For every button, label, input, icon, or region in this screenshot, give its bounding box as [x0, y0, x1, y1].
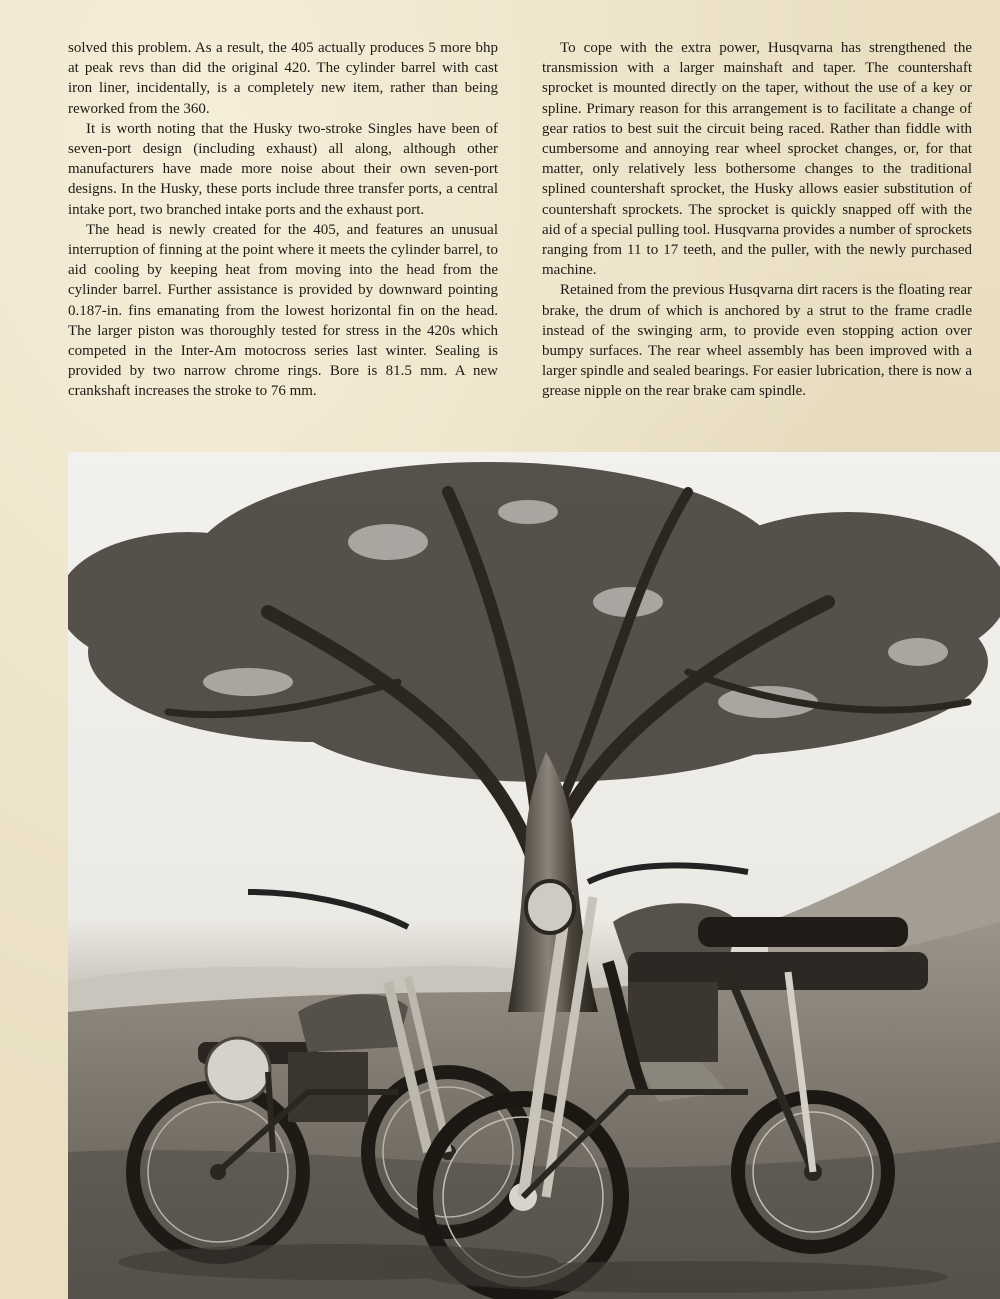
motorcycles-under-tree-photo-icon — [68, 452, 1000, 1299]
motorcycles-photo — [68, 452, 1000, 1299]
paragraph: It is worth noting that the Husky two-stroke Singles have been of seven-port design (including exhaust) all along, although other manufacturers have made more noise about their own seven-port designs. In the Husky, these ports include three transfer ports, a central intake port, two branched intake ports and the exhaust port. — [68, 120, 498, 218]
paragraph: To cope with the extra power, Husqvarna has strengthened the transmission with a larger mainshaft and taper. The countershaft sprocket is mounted directly on the taper, without the use of a key or spline. Primary reason for this arrangement is to facilitate a change of gear ratios to best suit the circuit being raced. Rather than fiddle with cumbersome and annoying rear wheel sprocket changes, or, for that matter, only relatively less bothersome changes to the traditional splined countershaft sprocket, the Husky allows easier substitution of countershaft sprockets. The sprocket is quickly snapped off with the aid of a special pulling tool. Husqvarna provides a number of sprockets ranging from 11 to 17 teeth, and the puller, with the newly purchased machine. — [542, 40, 972, 279]
paragraph: solved this problem. As a result, the 405 actually produces 5 more bhp at peak revs than did the original 420. The cylinder barrel with cast iron liner, incidentally, is a completely new item, rather than being reworked from the 360. — [68, 40, 498, 117]
paragraph: Retained from the previous Husqvarna dirt racers is the floating rear brake, the drum of which is anchored by a strut to the frame cradle instead of the swinging arm, to provide even stopping action over bumpy surfaces. The rear wheel assembly has been improved with a larger spindle and sealed bearings. For easier lubrication, there is now a grease nipple on the rear brake cam spindle. — [542, 282, 972, 400]
left-column — [68, 38, 498, 430]
article-body — [68, 38, 972, 430]
paragraph: The head is newly created for the 405, and features an unusual interruption of finning at the point where it meets the cylinder barrel, to aid cooling by keeping heat from moving into the head from the cylinder barrel. Further assistance is provided by downward pointing 0.187-in. fins emanating from the lowest horizontal fin on the head. The larger piston was thoroughly tested for stress in the 420s which competed in the Inter-Am motocross series last winter. Sealing is provided by two narrow chrome rings. Bore is 81.5 mm. A new crankshaft increases the stroke to 76 mm. — [68, 221, 498, 400]
right-column — [542, 38, 972, 430]
